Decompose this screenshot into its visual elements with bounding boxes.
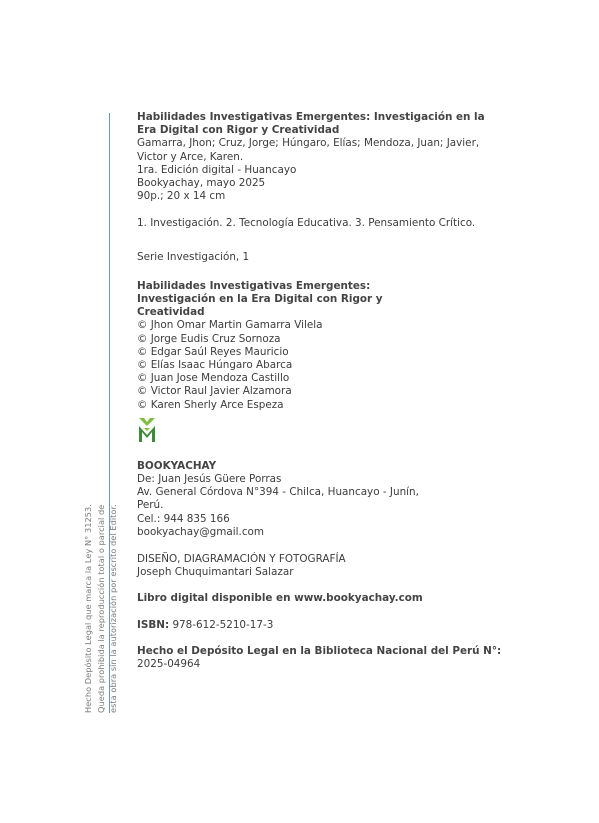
design-heading: DISEÑO, DIAGRAMACIÓN Y FOTOGRAFÍA: [137, 553, 346, 566]
publisher-phone: Cel.: 944 835 166: [137, 512, 230, 525]
copyright-title: Habilidades Investigativas Emergentes: Investigación en la Era Digital con Rigor y Creatividad: [137, 279, 383, 319]
digital-availability: Libro digital disponible en www.bookyachay.com: [137, 592, 423, 605]
catalog-authors: Gamarra, Jhon; Cruz, Jorge; Húngaro, Elías; Mendoza, Juan; Javier, Victor y Arce, Karen.: [137, 137, 480, 163]
isbn-value: 978-612-5210-17-3: [172, 618, 274, 631]
catalog-pages-size: 90p.; 20 x 14 cm: [137, 190, 226, 203]
isbn-label: ISBN:: [137, 618, 170, 631]
copyright-holder: © Jhon Omar Martin Gamarra Vilela: [137, 319, 323, 332]
design-name: Joseph Chuquimantari Salazar: [137, 566, 294, 579]
publisher-director: De: Juan Jesús Güere Porras: [137, 473, 282, 486]
publisher-block: [137, 460, 507, 539]
bookyachay-logo-icon: [137, 415, 157, 444]
copyright-holder: © Elías Isaac Húngaro Abarca: [137, 359, 293, 372]
publisher-email: bookyachay@gmail.com: [137, 525, 265, 538]
legal-notice-line-2: Queda prohibida la reproducción total o parcial de: [95, 504, 106, 713]
legal-notice-vertical: [82, 373, 120, 713]
credits-column: [137, 111, 507, 671]
catalog-series: Serie Investigación, 1: [137, 250, 250, 263]
copyright-holder: © Karen Sherly Arce Espeza: [137, 398, 284, 411]
copyright-block: [137, 280, 507, 412]
legal-deposit-number: 2025-04964: [137, 658, 201, 671]
legal-deposit: [137, 645, 507, 671]
design-credit: [137, 553, 507, 579]
legal-notice-line-1: Hecho Depósito Legal que marca la Ley N° 31253.: [83, 504, 93, 713]
copyright-holder: © Jorge Eudis Cruz Sornoza: [137, 332, 281, 345]
catalog-title: Habilidades Investigativas Emergentes: Investigación en la Era Digital con Rigor y Creatividad: [137, 111, 485, 137]
catalog-record: [137, 111, 507, 264]
copyright-holder: © Edgar Saúl Reyes Mauricio: [137, 345, 289, 358]
catalog-publisher-date: Bookyachay, mayo 2025: [137, 177, 266, 190]
legal-deposit-label: Hecho el Depósito Legal en la Biblioteca Nacional del Perú N°:: [137, 644, 502, 657]
catalog-edition: 1ra. Edición digital - Huancayo: [137, 163, 297, 176]
catalog-subjects: 1. Investigación. 2. Tecnología Educativa. 3. Pensamiento Crítico.: [137, 217, 476, 230]
copyright-holder: © Victor Raul Javier Alzamora: [137, 385, 292, 398]
legal-notice-line-3: esta obra sin la autorización por escrito del Editor.: [108, 504, 118, 713]
publisher-name: BOOKYACHAY: [137, 459, 217, 472]
publisher-address: Av. General Córdova N°394 - Chilca, Huancayo - Junín, Perú.: [137, 486, 419, 512]
copyright-holder: © Juan Jose Mendoza Castillo: [137, 372, 290, 385]
isbn-line: [137, 619, 507, 632]
